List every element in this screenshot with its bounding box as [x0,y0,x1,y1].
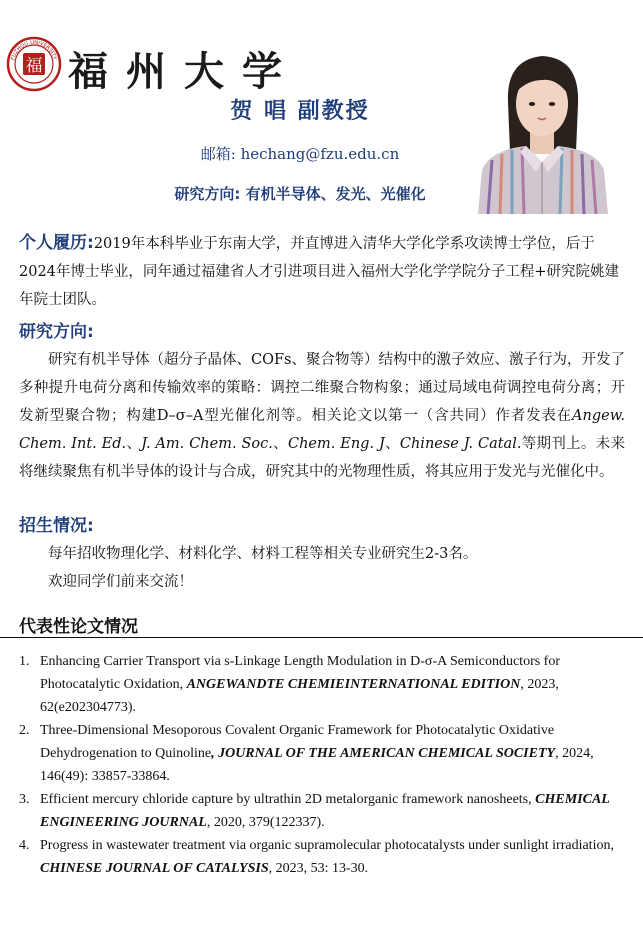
seal-char: 福 [25,56,43,76]
paper-journal: ANGEWANDTE CHEMIEINTERNATIONAL EDITION [186,677,521,692]
section-divider [0,637,643,638]
paper-item: 1. Enhancing Carrier Transport via s-Linkage Length Modulation in D-σ-A Semiconductors for Photocatalytic Oxidation, ANGEWANDTE CHEMIEINTERNATIONAL EDITION, 2023, 62(e202304773). [19,654,561,715]
papers-heading: 代表性论文情况 [19,617,138,637]
seal-ring-text: FUZHOU UNIVERSITY [10,39,58,61]
paper-journal: , JOURNAL OF THE AMERICAN CHEMICAL SOCIETY [211,746,556,761]
paper-journal: CHEMICAL ENGINEERING JOURNAL [40,792,610,830]
direction-value: 有机半导体、发光、光催化 [245,185,426,203]
research-paragraph: 研究有机半导体（超分子晶体、COFs、聚合物等）结构中的激子效应、激子行为，开发了多种提升电荷分离和传输效率的策略：调控二维聚合物构象；通过局域电荷调控电荷分离；开发新型聚合物；构建D–σ–A型光催化剂等。相关论文以第一（含共同）作者发表在Angew. Chem. Int. Ed.、J. Am. Chem. Soc.、Chem. Eng. J、Chinese J. Catal.等期刊上。未来将继续聚焦有机半导体的设计与合成，研究其中的光物理性质，将其应用于发光与光催化中。 [19,352,626,480]
university-name: 福州大学 [68,48,300,95]
journal-jacs: J. Am. Chem. Soc. [141,436,273,452]
resume-text: 2019年本科毕业于东南大学，并直博进入清华大学化学系攻读博士学位，后于2024年博士毕业，同年通过福建省人才引进项目进入福州大学化学学院分子工程+研究院姚建年院士团队。 [19,236,620,308]
journal-angew: Angew. Chem. Int. Ed. [19,408,625,452]
email-label: 邮箱: [200,145,236,163]
email-address[interactable]: hechang@fzu.edu.cn [240,145,400,163]
recruit-line-1: 每年招收物理化学、材料化学、材料工程等相关专业研究生2-3名。 [48,546,478,562]
university-seal-logo [6,36,62,92]
recruit-line-2: 欢迎同学们前来交流！ [48,574,193,590]
research-heading: 研究方向: [19,322,94,342]
research-direction-line [0,183,600,204]
journal-cjc: Chinese J. Catal. [399,436,522,452]
journal-cej: Chem. Eng. J [287,436,385,452]
research-section [19,318,625,486]
paper-journal: CHINESE JOURNAL OF CATALYSIS [40,861,269,876]
resume-heading: 个人履历: [19,233,94,253]
email-line [0,143,600,164]
recruit-heading: 招生情况: [19,516,94,536]
paper-item: 3. Efficient mercury chloride capture by ultrathin 2D metalorganic framework nanosheets, CHEMICAL ENGINEERING JOURNAL, 2020, 379(122337). [19,792,610,830]
recruit-section [19,512,625,596]
paper-list [19,650,619,880]
direction-label: 研究方向: [174,185,241,203]
paper-item: 4. Progress in wastewater treatment via organic supramolecular photocatalysts under sunlight irradiation, CHINESE JOURNAL OF CATALYSIS, 2023, 53: 13-30. [19,838,614,876]
paper-item: 2. Three-Dimensional Mesoporous Covalent Organic Framework for Photocatalytic Oxidative Dehydrogenation to Quinoline, JOURNAL OF THE AMERICAN CHEMICAL SOCIETY, 2024, 146(49): 33857-33864. [19,723,594,784]
name-and-title: 贺 唱 副教授 [230,99,370,124]
resume-section [19,229,625,314]
